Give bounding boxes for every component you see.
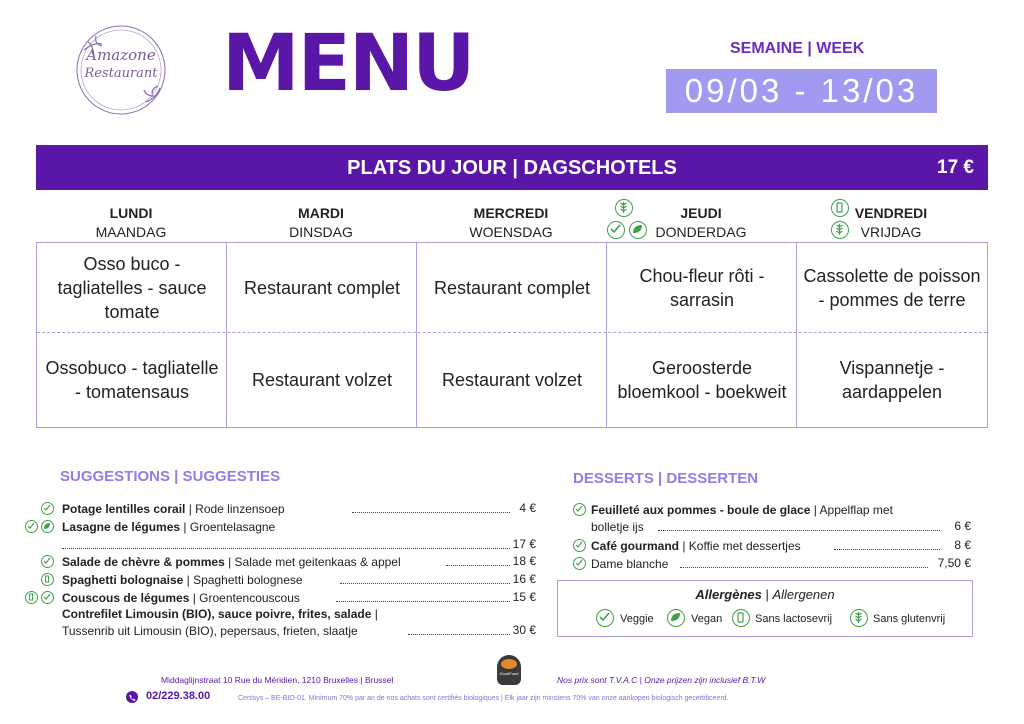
daily-dishes-table: [36, 242, 988, 428]
vegan-icon: [41, 520, 54, 533]
footer-prices: Nos prix sont T.V.A.C | Onze prijzen zijn inclusief B.T.W: [557, 675, 766, 685]
suggestion-item: Spaghetti bolognaise | Spaghetti bolognese: [62, 573, 303, 587]
dish-friday-nl: Vispannetje - aardappelen: [839, 358, 945, 402]
day-fr: MARDI: [298, 205, 344, 221]
lactose-free-icon: [831, 199, 849, 217]
dish-tuesday-nl: Restaurant volzet: [251, 370, 393, 390]
day-header-wednesday: [416, 204, 606, 242]
dessert-item: Feuilleté aux pommes - boule de glace | Appelflap met: [591, 503, 893, 517]
footer-address: Middaglijnstraat 10 Rue du Méridien, 1210 Bruxelles | Brussel: [161, 675, 394, 685]
legend-vegan: Vegan: [691, 613, 723, 625]
dessert-item: Café gourmand | Koffie met dessertjes: [591, 539, 801, 553]
vegan-icon: [667, 609, 685, 627]
day-nl: WOENSDAG: [469, 224, 553, 240]
dish-tuesday-fr: Restaurant complet: [243, 277, 401, 298]
dish-thursday-nl: Geroosterde bloemkool - boekweit: [617, 358, 787, 402]
logo-line-1: Amazone: [86, 46, 156, 64]
vegan-icon: [629, 221, 647, 239]
week-dates: 09/03 - 13/03: [666, 69, 937, 113]
page-title: MENU: [222, 19, 474, 109]
day-fr: JEUDI: [680, 205, 722, 221]
suggestion-price: 4 €: [519, 501, 536, 515]
legend-lactose: Sans lactosevrij: [755, 613, 833, 625]
suggestion-item: Salade de chèvre & pommes | Salade met geitenkaas & appel: [62, 555, 401, 569]
lactose-free-icon: [25, 591, 38, 604]
suggestion-item-nl: Tussenrib uit Limousin (BIO), pepersaus, frieten, slaatje: [62, 624, 358, 638]
desserts-title: DESSERTS | DESSERTEN: [573, 470, 759, 487]
veggie-icon: [25, 520, 38, 533]
suggestion-item: Potage lentilles corail | Rode linzensoep: [62, 502, 285, 516]
footer-phone: 02/229.38.00: [146, 690, 211, 702]
lactose-free-icon: [41, 573, 54, 586]
dish-wednesday-nl: Restaurant volzet: [441, 370, 583, 390]
day-fr: LUNDI: [109, 205, 153, 221]
gluten-free-icon: [615, 199, 633, 217]
restaurant-logo: [66, 20, 176, 120]
veggie-icon: [41, 591, 54, 604]
dish-thursday-fr: Chou-fleur rôti - sarrasin: [639, 265, 765, 310]
dessert-price: 8 €: [954, 538, 971, 552]
plats-price: 17 €: [937, 157, 974, 178]
suggestion-price: 18 €: [512, 554, 536, 568]
dessert-item-nl: bolletje ijs: [591, 520, 644, 534]
suggestion-price: 15 €: [512, 590, 536, 604]
day-fr: VENDREDI: [854, 205, 928, 221]
legend-veggie: Veggie: [620, 613, 654, 625]
veggie-icon: [596, 609, 614, 627]
day-nl: DINSDAG: [289, 224, 353, 240]
veggie-icon: [41, 555, 54, 568]
gluten-free-icon: [831, 221, 849, 239]
day-fr: MERCREDI: [473, 205, 549, 221]
dessert-price: 6 €: [954, 519, 971, 533]
suggestion-price: 30 €: [512, 623, 536, 637]
veggie-icon: [573, 557, 586, 570]
gluten-free-icon: [850, 609, 868, 627]
veggie-icon: [573, 503, 586, 516]
suggestions-title: SUGGESTIONS | SUGGESTIES: [60, 468, 281, 485]
week-label: SEMAINE | WEEK: [730, 40, 865, 57]
allergens-legend: [557, 580, 973, 637]
allergens-title: Allergènes | Allergenen: [695, 587, 835, 602]
day-nl: MAANDAG: [95, 224, 167, 240]
day-header-tuesday: [226, 204, 416, 242]
suggestion-item: Lasagne de légumes | Groentelasagne: [62, 520, 276, 534]
veggie-icon: [607, 221, 625, 239]
suggestion-price: 17 €: [512, 537, 536, 551]
dessert-price: 7,50 €: [937, 556, 971, 570]
dish-monday-fr: Osso buco - tagliatelles - sauce tomate: [57, 253, 207, 322]
suggestion-price: 16 €: [512, 572, 536, 586]
day-header-monday: [36, 204, 226, 242]
dessert-item: Dame blanche: [591, 557, 669, 571]
footer-certisys: Certisys – BE-BIO-01. Minimum 70% par an de nos achats sont certifiés biologiques | Elk jaar zijn minstens 70% van onze aankopen biologisch gecertificeerd.: [238, 695, 729, 702]
legend-gluten: Sans glutenvrij: [873, 613, 946, 625]
veggie-icon: [573, 539, 586, 552]
phone-icon: [126, 691, 138, 703]
day-nl: VRIJDAG: [860, 224, 922, 240]
dish-friday-fr: Cassolette de poisson - pommes de terre: [803, 265, 981, 310]
logo-line-2: Restaurant: [84, 66, 158, 81]
veggie-icon: [41, 502, 54, 515]
day-nl: DONDERDAG: [655, 224, 747, 240]
dish-wednesday-fr: Restaurant complet: [433, 277, 591, 298]
day-header-friday: [796, 204, 986, 242]
plats-title: PLATS DU JOUR | DAGSCHOTELS: [347, 157, 677, 179]
dish-monday-nl: Ossobuco - tagliatelle - tomatensaus: [45, 358, 219, 402]
suggestion-item: Couscous de légumes | Groentencouscous: [62, 591, 300, 605]
plats-du-jour-banner: [36, 145, 988, 190]
lactose-free-icon: [732, 609, 750, 627]
suggestion-item: Contrefilet Limousin (BIO), sauce poivre, frites, salade |: [62, 607, 378, 621]
goodfood-badge: GoodFood: [497, 655, 521, 685]
